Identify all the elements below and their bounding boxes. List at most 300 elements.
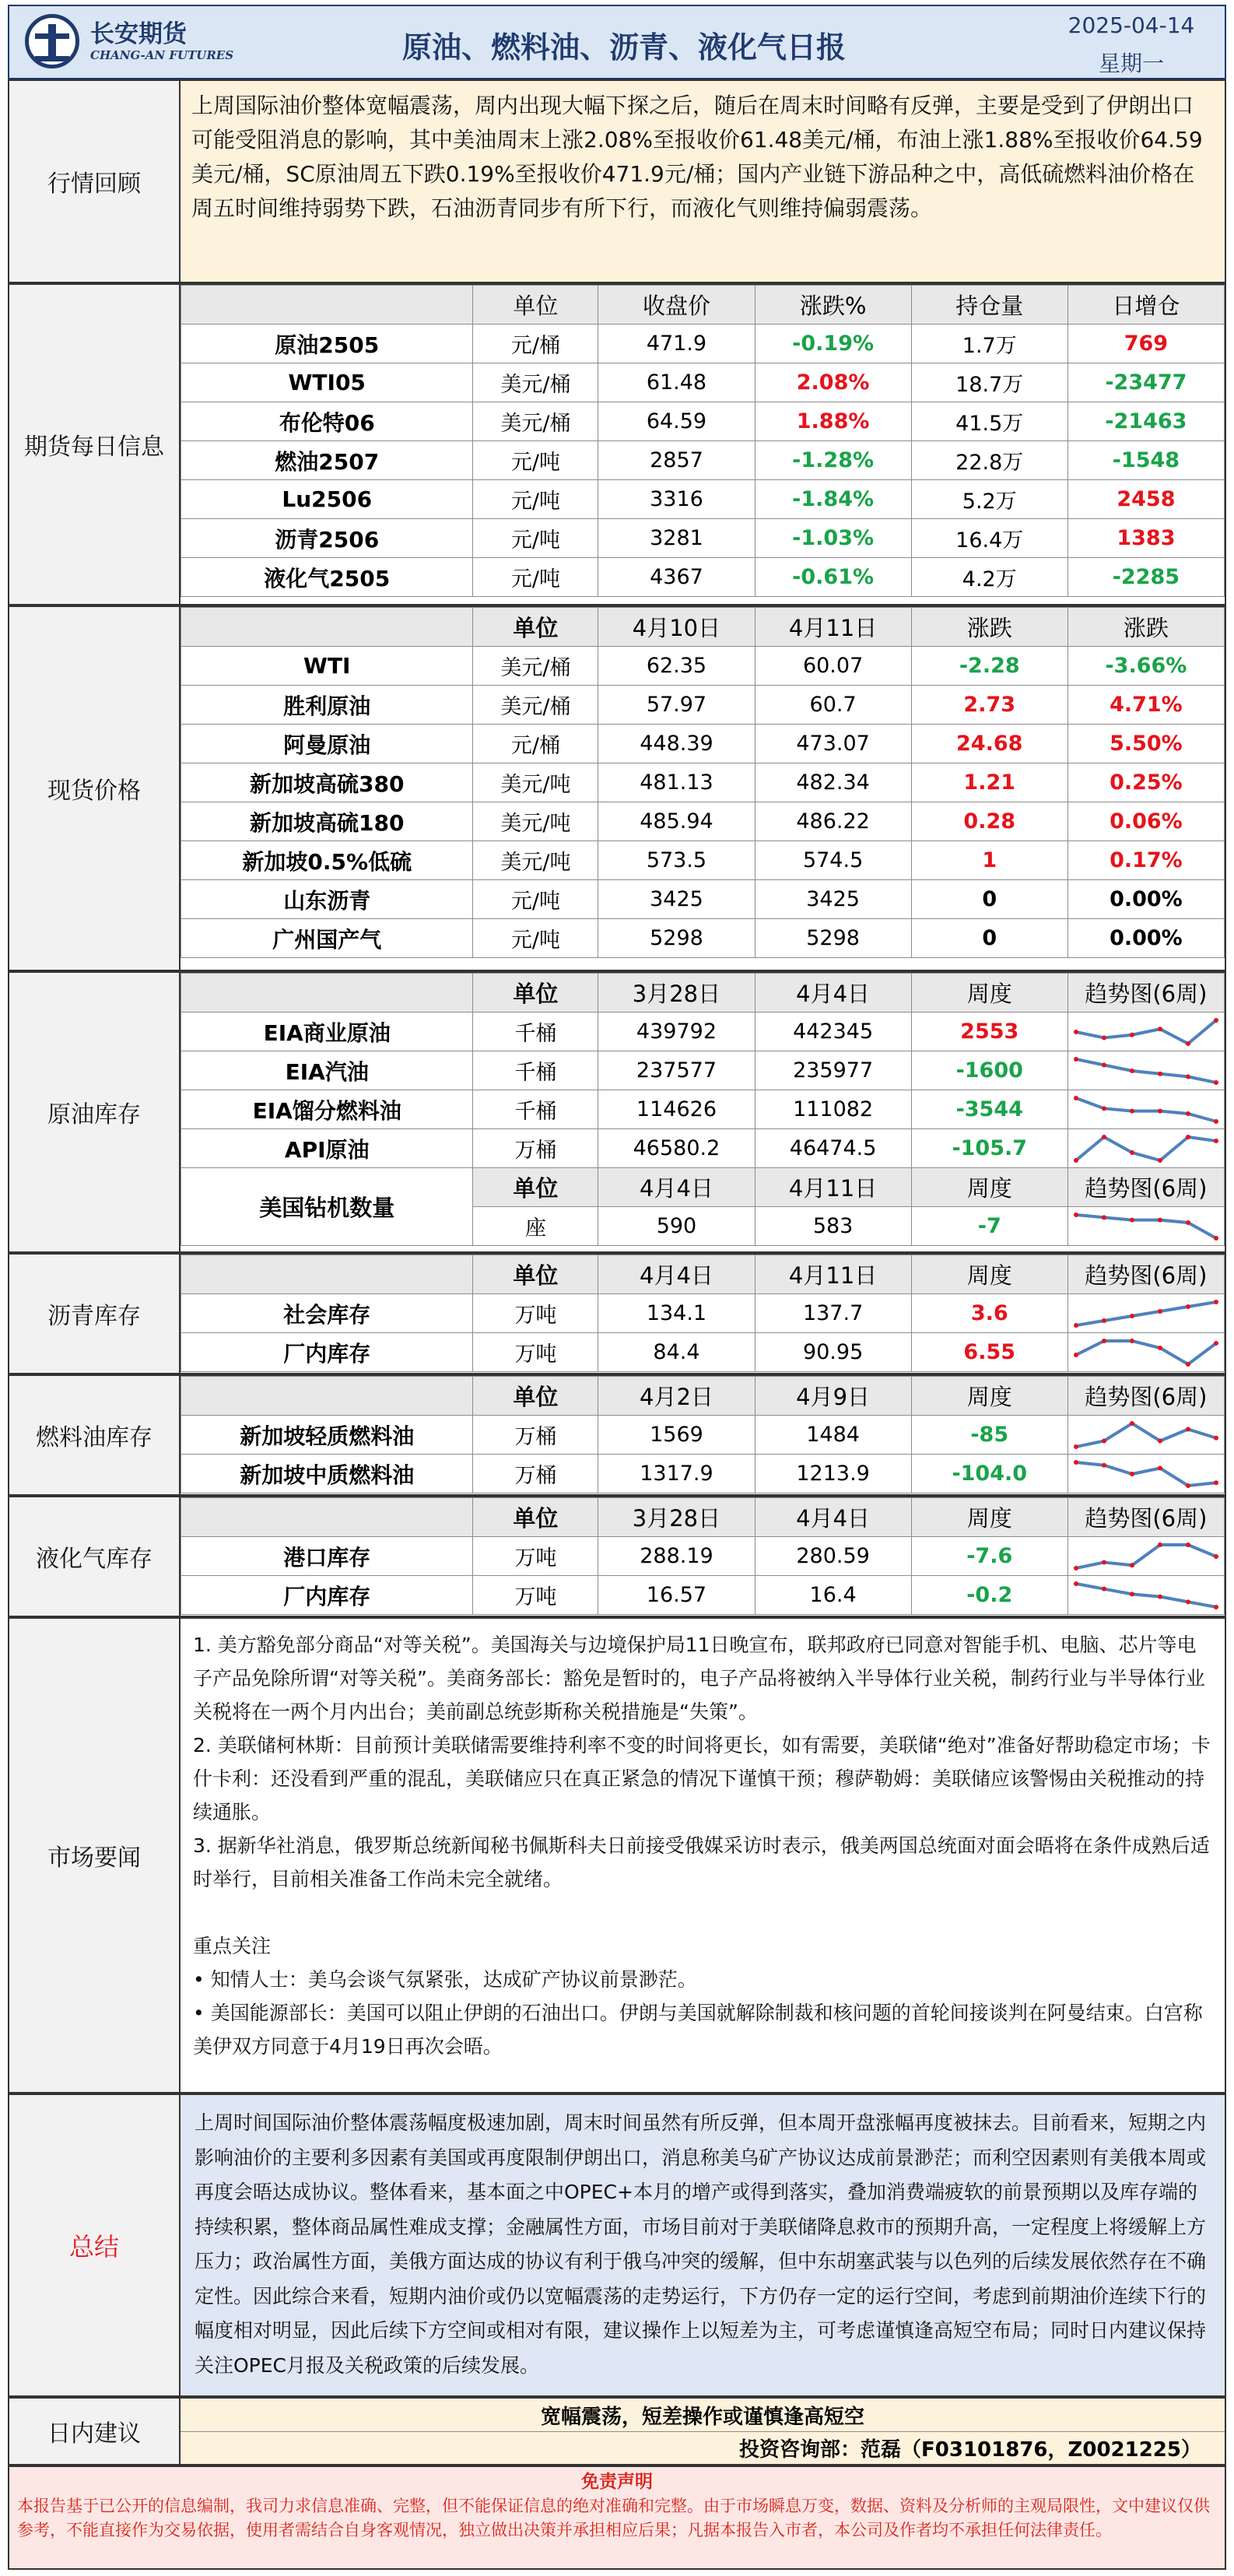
trend-point <box>1158 1071 1162 1076</box>
trend-point <box>1186 1483 1190 1488</box>
trend-point <box>1130 1150 1134 1155</box>
trend-point <box>1186 1304 1190 1309</box>
unit: 千桶 <box>473 1051 598 1090</box>
product-name: WTI <box>181 647 473 686</box>
price-day2: 3425 <box>755 880 911 919</box>
market-news-body <box>181 1619 1225 2072</box>
trend-point <box>1130 1032 1134 1037</box>
column-header: 4月11日 <box>755 608 911 647</box>
daily-oi-change: -23477 <box>1067 363 1224 402</box>
trend-point <box>1158 1217 1162 1222</box>
contract-name: 液化气2505 <box>181 558 473 597</box>
report-title: 原油、燃料油、沥青、液化气日报 <box>401 30 846 65</box>
trend-line <box>1076 1462 1216 1486</box>
trend-point <box>1214 1119 1218 1124</box>
trend-point <box>1102 1586 1106 1591</box>
product-name: 山东沥青 <box>181 880 473 919</box>
table-row <box>181 1051 1225 1090</box>
weekly-change: -0.2 <box>911 1576 1067 1615</box>
market-review-section <box>8 79 1226 283</box>
trend-cell <box>1067 1051 1224 1090</box>
unit: 元/吨 <box>473 480 598 519</box>
trend-point <box>1186 1220 1190 1225</box>
report-date: 2025-04-14 <box>1067 12 1195 38</box>
column-header: 涨跌 <box>1067 608 1224 647</box>
table-row <box>181 686 1225 725</box>
column-header <box>181 1255 473 1294</box>
change-pct: -0.19% <box>755 325 911 363</box>
weekly-change: -7.6 <box>911 1537 1067 1576</box>
close-price: 3316 <box>598 480 755 519</box>
disclaimer <box>8 2465 1226 2570</box>
table-row <box>181 363 1225 402</box>
trend-point <box>1130 1314 1134 1318</box>
column-header: 4月11日 <box>755 1255 911 1294</box>
fuel-oil-inventory-section <box>8 1374 1226 1496</box>
trend-point <box>1214 1435 1218 1440</box>
trend-point <box>1158 1438 1162 1443</box>
unit: 元/吨 <box>473 880 598 919</box>
value-latest: 583 <box>755 1207 911 1246</box>
report-header <box>8 5 1226 79</box>
column-header: 4月4日 <box>755 974 911 1013</box>
inventory-name: 厂内库存 <box>181 1333 473 1372</box>
trend-point <box>1186 1427 1190 1431</box>
news-item: 3. 据新华社消息，俄罗斯总统新闻秘书佩斯科夫日前接受俄媒采访时表示，俄美两国总统面对面会晤将在条件成熟后适时举行，目前相关准备工作尚未完全就绪。 <box>193 1834 1210 1890</box>
column-header: 趋势图(6周) <box>1067 1377 1224 1416</box>
column-header: 3月28日 <box>598 974 755 1013</box>
trend-sparkline <box>1072 1055 1220 1086</box>
table-row <box>181 1416 1225 1455</box>
trend-point <box>1130 1563 1134 1567</box>
summary-section <box>8 2093 1226 2397</box>
trend-sparkline <box>1072 1458 1220 1490</box>
product-name: 新加坡高硫380 <box>181 763 473 802</box>
unit: 万吨 <box>473 1294 598 1333</box>
column-header <box>181 1498 473 1537</box>
product-name: 新加坡高硫180 <box>181 802 473 841</box>
unit: 座 <box>473 1207 598 1246</box>
logo-emblem-icon <box>25 14 79 68</box>
asphalt-inventory-table <box>181 1255 1225 1372</box>
trend-point <box>1102 1135 1106 1139</box>
product-name: 胜利原油 <box>181 686 473 725</box>
trend-point <box>1158 1594 1162 1599</box>
column-header: 单位 <box>473 1498 598 1537</box>
price-change: 0 <box>911 880 1067 919</box>
unit: 元/吨 <box>473 919 598 958</box>
trend-point <box>1186 1074 1190 1079</box>
lpg-inventory-table <box>181 1497 1225 1615</box>
product-name: 广州国产气 <box>181 919 473 958</box>
column-header <box>181 286 473 325</box>
trend-point <box>1074 1444 1078 1449</box>
column-header: 单位 <box>473 286 598 325</box>
column-header: 持仓量 <box>911 286 1067 325</box>
trend-point <box>1186 1135 1190 1139</box>
crude-inventory-section <box>8 971 1226 1253</box>
column-header: 日增仓 <box>1067 286 1224 325</box>
contract-name: Lu2506 <box>181 480 473 519</box>
trend-line <box>1076 1423 1216 1447</box>
summary-text: 上周时间国际油价整体震荡幅度极速加剧，周末时间虽然有所反弹，但本周开盘涨幅再度被抹去。目前看来，短期之内影响油价的主要利多因素有美国或再度限制伊朗出口，消息称美乌矿产协议达成前景渺茫；而利空因素则有美俄本周或再度会晤达成协议。整体看来，基本面之中OPEC+本月的增产或得到落实，叠加消费端疲软的前景预期以及库存端的持续积累，整体商品属性难成支撑；金融属性方面，市场目前对于美联储降息救市的预期升高，一定程度上将缓解上方压力；政治属性方面，美俄方面达成的协议有利于俄乌冲突的缓解，但中东胡塞武装与以色列的后续发展依然存在不确定性。因此综合来看，短期内油价或仍以宽幅震荡的走势运行，下方仍存一定的运行空间，考虑到前期油价连续下行的幅度相对明显，因此后续下方空间或相对有限，建议操作上以短差为主，可考虑谨慎逢高短空布局；同时日内建议保持关注OPEC月报及关税政策的后续发展。 <box>181 2095 1225 2395</box>
trend-point <box>1074 1030 1078 1034</box>
table-row <box>181 802 1225 841</box>
daily-oi-change: 2458 <box>1067 480 1224 519</box>
price-day2: 574.5 <box>755 841 911 880</box>
table-row <box>181 725 1225 763</box>
trend-point <box>1102 1339 1106 1343</box>
close-price: 471.9 <box>598 325 755 363</box>
inventory-name: EIA汽油 <box>181 1051 473 1090</box>
lpg-inventory-section <box>8 1496 1226 1617</box>
value-prev: 16.57 <box>598 1576 755 1615</box>
column-header: 涨跌 <box>911 608 1067 647</box>
close-price: 2857 <box>598 441 755 480</box>
value-latest: 16.4 <box>755 1576 911 1615</box>
trend-point <box>1074 1323 1078 1328</box>
column-header: 单位 <box>473 608 598 647</box>
rig-header-row <box>181 1168 1225 1207</box>
spot-price-table <box>181 607 1225 958</box>
price-day2: 60.07 <box>755 647 911 686</box>
crude-inventory-table <box>181 973 1225 1246</box>
trend-point <box>1102 1035 1106 1040</box>
trend-cell <box>1067 1090 1224 1129</box>
table-header-row <box>181 1377 1225 1416</box>
trend-point <box>1214 1080 1218 1085</box>
news-item: 1. 美方豁免部分商品“对等关税”。美国海关与边境保护局11日晚宣布，联邦政府已同意对智能手机、电脑、芯片等电子产品免除所谓“对等关税”。美商务部长：豁免是暂时的，电子产品将被纳入半导体行业关税，制药行业与半导体行业关税将在一两个月内出台；美前副总统彭斯称关税措施是“失策”。 <box>193 1634 1205 1723</box>
daily-oi-change: -2285 <box>1067 558 1224 597</box>
price-change-pct: 0.00% <box>1067 919 1224 958</box>
table-row <box>181 1129 1225 1168</box>
column-header: 收盘价 <box>598 286 755 325</box>
column-header: 趋势图(6周) <box>1067 1498 1224 1537</box>
value-latest: 442345 <box>755 1013 911 1051</box>
trend-point <box>1214 1139 1218 1143</box>
trend-sparkline <box>1072 1580 1220 1611</box>
focus-bullet: • 美国能源部长：美国可以阻止伊朗的石油出口。伊朗与美国就解除制裁和核问题的首轮间接谈判在阿曼结束。白宫称美伊双方同意于4月19日再次会晤。 <box>193 1996 1212 2063</box>
column-header: 单位 <box>473 974 598 1013</box>
value-prev: 46580.2 <box>598 1129 755 1168</box>
contract-name: 燃油2507 <box>181 441 473 480</box>
column-header: 周度 <box>911 1255 1067 1294</box>
price-day2: 486.22 <box>755 802 911 841</box>
trend-cell <box>1067 1207 1224 1246</box>
trend-point <box>1214 1018 1218 1023</box>
table-row <box>181 880 1225 919</box>
table-header-row <box>181 608 1225 647</box>
price-change-pct: 0.00% <box>1067 880 1224 919</box>
weekly-change: -7 <box>911 1207 1067 1246</box>
unit: 千桶 <box>473 1090 598 1129</box>
price-change: 1 <box>911 841 1067 880</box>
trend-sparkline <box>1072 1094 1220 1125</box>
inventory-name: 厂内库存 <box>181 1576 473 1615</box>
trend-point <box>1130 1339 1134 1343</box>
trend-point <box>1074 1353 1078 1357</box>
table-row <box>181 1576 1225 1615</box>
section-label: 市场要闻 <box>9 1619 181 2092</box>
value-latest: 1213.9 <box>755 1455 911 1493</box>
trend-sparkline <box>1072 1016 1220 1048</box>
section-label: 日内建议 <box>9 2399 181 2464</box>
close-price: 3281 <box>598 519 755 558</box>
price-day1: 485.94 <box>598 802 755 841</box>
value-prev: 288.19 <box>598 1537 755 1576</box>
logo-cn: 长安期货 <box>90 20 187 48</box>
section-label: 现货价格 <box>9 607 181 970</box>
trend-point <box>1074 1213 1078 1217</box>
contract-name: 沥青2506 <box>181 519 473 558</box>
price-change: 1.21 <box>911 763 1067 802</box>
trend-line <box>1076 1137 1216 1160</box>
section-label: 期货每日信息 <box>9 285 181 604</box>
trend-point <box>1102 1560 1106 1564</box>
price-day1: 481.13 <box>598 763 755 802</box>
unit: 美元/桶 <box>473 647 598 686</box>
daily-oi-change: -21463 <box>1067 402 1224 441</box>
trend-point <box>1074 1460 1078 1465</box>
contract-name: WTI05 <box>181 363 473 402</box>
trend-point <box>1214 1605 1218 1609</box>
focus-bullet: • 知情人士：美乌会谈气氛紧张，达成矿产协议前景渺茫。 <box>193 1963 1212 1996</box>
trend-point <box>1186 1599 1190 1604</box>
trend-point <box>1158 1158 1162 1163</box>
trend-sparkline <box>1072 1420 1220 1451</box>
unit: 美元/桶 <box>473 363 598 402</box>
open-interest: 41.5万 <box>911 402 1067 441</box>
open-interest: 16.4万 <box>911 519 1067 558</box>
logo-en: CHANG-AN FUTURES <box>90 48 234 62</box>
inventory-name: 新加坡中质燃料油 <box>181 1455 473 1493</box>
open-interest: 1.7万 <box>911 325 1067 363</box>
trend-cell <box>1067 1333 1224 1372</box>
column-header: 周度 <box>911 1168 1067 1207</box>
table-header-row <box>181 974 1225 1013</box>
price-day1: 448.39 <box>598 725 755 763</box>
trend-sparkline <box>1072 1337 1220 1368</box>
trend-point <box>1074 1096 1078 1100</box>
unit: 元/吨 <box>473 519 598 558</box>
change-pct: -0.61% <box>755 558 911 597</box>
trend-point <box>1074 1158 1078 1163</box>
table-row <box>181 1294 1225 1333</box>
trend-point <box>1102 1438 1106 1443</box>
price-change-pct: 0.25% <box>1067 763 1224 802</box>
close-price: 64.59 <box>598 402 755 441</box>
weekly-change: -1600 <box>911 1051 1067 1090</box>
column-header: 4月9日 <box>755 1377 911 1416</box>
table-row <box>181 1333 1225 1372</box>
trend-point <box>1102 1318 1106 1323</box>
trend-line <box>1076 1215 1216 1238</box>
price-day2: 60.7 <box>755 686 911 725</box>
column-header: 4月4日 <box>598 1255 755 1294</box>
table-row <box>181 647 1225 686</box>
column-header: 趋势图(6周) <box>1067 1255 1224 1294</box>
close-price: 4367 <box>598 558 755 597</box>
news-item: 2. 美联储柯林斯：目前预计美联储需要维持利率不变的时间将更长，如有需要，美联储“绝对”准备好帮助稳定市场；卡什卡利：还没看到严重的混乱，美联储应只在真正紧急的情况下谨慎干预；穆萨勒姆：美联储应该警惕由关税推动的持续通胀。 <box>193 1734 1211 1823</box>
value-prev: 1569 <box>598 1416 755 1455</box>
trend-point <box>1186 1362 1190 1367</box>
intraday-advice-section <box>8 2397 1226 2465</box>
unit: 元/吨 <box>473 558 598 597</box>
section-label: 沥青库存 <box>9 1255 181 1373</box>
price-day2: 482.34 <box>755 763 911 802</box>
trend-line <box>1076 1098 1216 1121</box>
table-row <box>181 519 1225 558</box>
price-day2: 473.07 <box>755 725 911 763</box>
column-header: 周度 <box>911 974 1067 1013</box>
weekly-change: 6.55 <box>911 1333 1067 1372</box>
trend-point <box>1186 1111 1190 1116</box>
change-pct: -1.28% <box>755 441 911 480</box>
trend-point <box>1074 1566 1078 1571</box>
trend-point <box>1130 1108 1134 1113</box>
table-row <box>181 763 1225 802</box>
section-label: 总结 <box>9 2095 181 2395</box>
column-header: 4月2日 <box>598 1377 755 1416</box>
value-latest: 280.59 <box>755 1537 911 1576</box>
trend-cell <box>1067 1013 1224 1051</box>
value-prev: 237577 <box>598 1051 755 1090</box>
column-header: 4月4日 <box>755 1498 911 1537</box>
table-row <box>181 325 1225 363</box>
daily-oi-change: 1383 <box>1067 519 1224 558</box>
disclaimer-title: 免责声明 <box>581 2472 653 2492</box>
trend-point <box>1074 1057 1078 1062</box>
weekly-change: -3544 <box>911 1090 1067 1129</box>
inventory-name: EIA馏分燃料油 <box>181 1090 473 1129</box>
column-header: 趋势图(6周) <box>1067 974 1224 1013</box>
column-header: 美国钻机数量 <box>181 1168 473 1246</box>
unit: 万吨 <box>473 1333 598 1372</box>
trend-sparkline <box>1072 1133 1220 1164</box>
column-header: 单位 <box>473 1255 598 1294</box>
trend-line <box>1076 1545 1216 1568</box>
trend-point <box>1130 1069 1134 1073</box>
column-header: 4月4日 <box>598 1168 755 1207</box>
inventory-name: 社会库存 <box>181 1294 473 1333</box>
column-header: 周度 <box>911 1377 1067 1416</box>
trend-point <box>1158 1346 1162 1350</box>
unit: 万桶 <box>473 1129 598 1168</box>
focus-title: 重点关注 <box>193 1935 272 1957</box>
trend-sparkline <box>1072 1211 1220 1242</box>
product-name: 新加坡0.5%低硫 <box>181 841 473 880</box>
contract-name: 原油2505 <box>181 325 473 363</box>
weekly-change: -85 <box>911 1416 1067 1455</box>
section-label: 原油库存 <box>9 973 181 1251</box>
inventory-name: API原油 <box>181 1129 473 1168</box>
fuel-oil-inventory-table <box>181 1376 1225 1493</box>
trend-cell <box>1067 1294 1224 1333</box>
table-row <box>181 919 1225 958</box>
trend-point <box>1102 1462 1106 1467</box>
table-row <box>181 1090 1225 1129</box>
unit: 美元/吨 <box>473 841 598 880</box>
section-label: 液化气库存 <box>9 1497 181 1616</box>
futures-section <box>8 283 1226 605</box>
value-prev: 1317.9 <box>598 1455 755 1493</box>
price-change: -2.28 <box>911 647 1067 686</box>
column-header: 4月10日 <box>598 608 755 647</box>
column-header <box>181 974 473 1013</box>
price-day1: 5298 <box>598 919 755 958</box>
table-row <box>181 1455 1225 1493</box>
value-prev: 84.4 <box>598 1333 755 1372</box>
trend-point <box>1130 1472 1134 1476</box>
column-header: 涨跌% <box>755 286 911 325</box>
trend-cell <box>1067 1537 1224 1576</box>
trend-point <box>1158 1542 1162 1547</box>
trend-cell <box>1067 1576 1224 1615</box>
unit: 万吨 <box>473 1537 598 1576</box>
unit: 元/桶 <box>473 725 598 763</box>
price-day1: 3425 <box>598 880 755 919</box>
weekly-change: 3.6 <box>911 1294 1067 1333</box>
value-latest: 1484 <box>755 1416 911 1455</box>
trend-cell <box>1067 1129 1224 1168</box>
trend-sparkline <box>1072 1298 1220 1329</box>
trend-point <box>1130 1217 1134 1222</box>
price-change-pct: 5.50% <box>1067 725 1224 763</box>
section-label: 燃料油库存 <box>9 1376 181 1494</box>
open-interest: 4.2万 <box>911 558 1067 597</box>
trend-point <box>1102 1062 1106 1067</box>
unit: 美元/桶 <box>473 686 598 725</box>
contract-name: 布伦特06 <box>181 402 473 441</box>
value-latest: 111082 <box>755 1090 911 1129</box>
advice-text: 宽幅震荡，短差操作或谨慎逢高短空 <box>181 2399 1225 2431</box>
trend-point <box>1186 1041 1190 1046</box>
spot-price-section <box>8 605 1226 971</box>
price-change-pct: -3.66% <box>1067 647 1224 686</box>
unit: 美元/吨 <box>473 763 598 802</box>
futures-table <box>181 285 1225 597</box>
price-day2: 5298 <box>755 919 911 958</box>
table-row <box>181 441 1225 480</box>
price-day1: 573.5 <box>598 841 755 880</box>
trend-point <box>1130 1421 1134 1426</box>
value-latest: 46474.5 <box>755 1129 911 1168</box>
inventory-name: 港口库存 <box>181 1537 473 1576</box>
price-change: 0.28 <box>911 802 1067 841</box>
trend-line <box>1076 1020 1216 1044</box>
column-header: 趋势图(6周) <box>1067 1168 1224 1207</box>
trend-point <box>1158 1465 1162 1470</box>
daily-oi-change: 769 <box>1067 325 1224 363</box>
weekly-change: -104.0 <box>911 1455 1067 1493</box>
value-prev: 590 <box>598 1207 755 1246</box>
table-header-row <box>181 286 1225 325</box>
daily-oi-change: -1548 <box>1067 441 1224 480</box>
trend-point <box>1074 1581 1078 1586</box>
change-pct: 1.88% <box>755 402 911 441</box>
analyst-credit: 投资咨询部：范磊（F03101876，Z0021225） <box>181 2431 1225 2464</box>
price-change-pct: 4.71% <box>1067 686 1224 725</box>
inventory-name: 新加坡轻质燃料油 <box>181 1416 473 1455</box>
open-interest: 18.7万 <box>911 363 1067 402</box>
trend-point <box>1102 1215 1106 1220</box>
price-change: 2.73 <box>911 686 1067 725</box>
close-price: 61.48 <box>598 363 755 402</box>
value-prev: 134.1 <box>598 1294 755 1333</box>
table-row <box>181 1537 1225 1576</box>
trend-point <box>1214 1236 1218 1241</box>
trend-point <box>1214 1300 1218 1304</box>
